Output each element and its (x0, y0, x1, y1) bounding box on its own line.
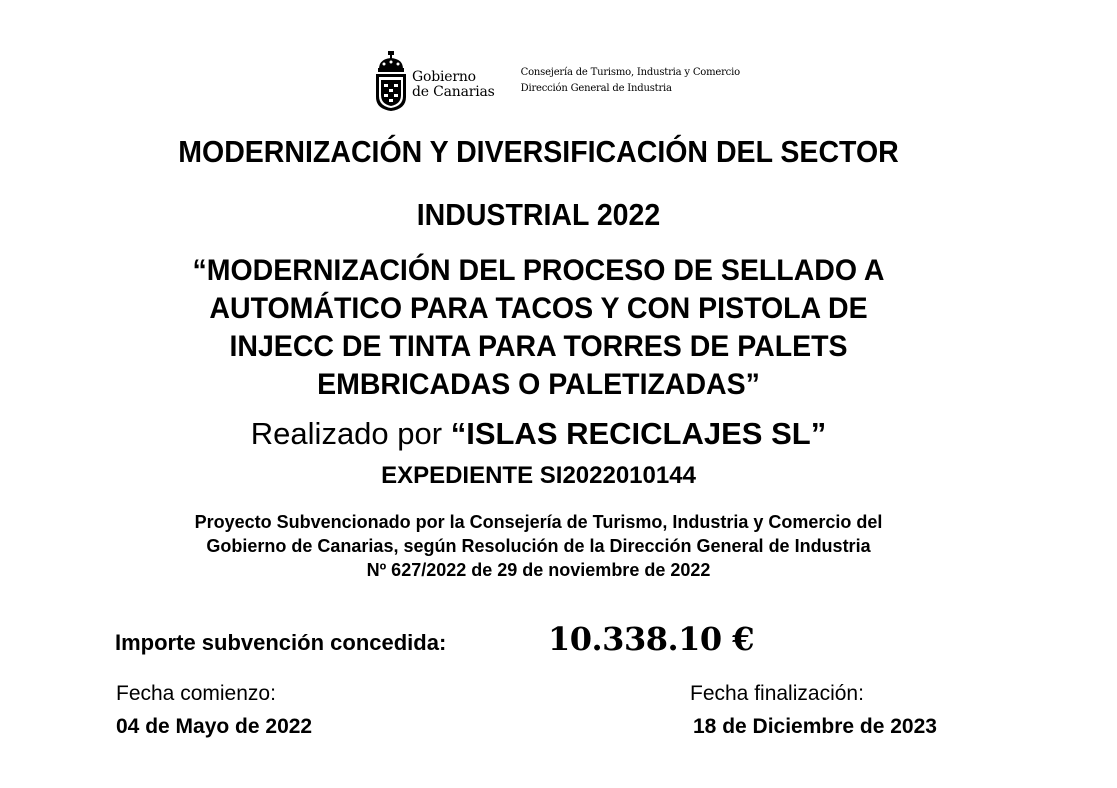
dept-line1: Consejería de Turismo, Industria y Comercio (520, 67, 740, 78)
realizado-prefix: Realizado por (250, 416, 451, 451)
page-title-line2: INDUSTRIAL 2022 (416, 197, 661, 232)
project-line: EMBRICADAS O PALETIZADAS” (317, 368, 760, 401)
org-name-line1: Gobierno (412, 69, 476, 85)
org-name-line2: de Canarias (412, 84, 495, 100)
fecha-comienzo-value: 04 de Mayo de 2022 (116, 715, 313, 738)
department (521, 65, 740, 97)
company-name: “ISLAS RECICLAJES SL” (450, 416, 827, 451)
header (374, 50, 740, 112)
importe-label: Importe subvención concedida: (115, 630, 447, 655)
project-line: “MODERNIZACIÓN DEL PROCESO DE SELLADO A (192, 254, 885, 287)
subvencion-text (80, 510, 997, 582)
importe-value: 10.338.10 € (548, 620, 755, 658)
dept-line2: Dirección General de Industria (520, 83, 672, 94)
project-line: INJECC DE TINTA PARA TORRES DE PALETS (229, 330, 848, 363)
subvencion-line1: Proyecto Subvencionado por la Consejería de Turismo, Industria y Comercio del (194, 512, 883, 532)
org-name (412, 70, 495, 100)
realizado-por (80, 416, 997, 452)
fecha-finalizacion-value: 18 de Diciembre de 2023 (693, 715, 937, 738)
fecha-finalizacion-label: Fecha finalización: (690, 682, 864, 705)
fecha-comienzo-label: Fecha comienzo: (116, 682, 276, 705)
project-name (103, 252, 974, 404)
project-line: AUTOMÁTICO PARA TACOS Y CON PISTOLA DE (209, 292, 868, 325)
subvencion-line3: Nº 627/2022 de 29 de noviembre de 2022 (366, 560, 711, 580)
expediente-number: EXPEDIENTE SI2022010144 (381, 462, 696, 489)
coat-of-arms-icon (374, 51, 408, 111)
subvencion-line2: Gobierno de Canarias, según Resolución de la Dirección General de Industria (206, 536, 871, 556)
page-title-line1: MODERNIZACIÓN Y DIVERSIFICACIÓN DEL SECTOR (178, 134, 899, 169)
